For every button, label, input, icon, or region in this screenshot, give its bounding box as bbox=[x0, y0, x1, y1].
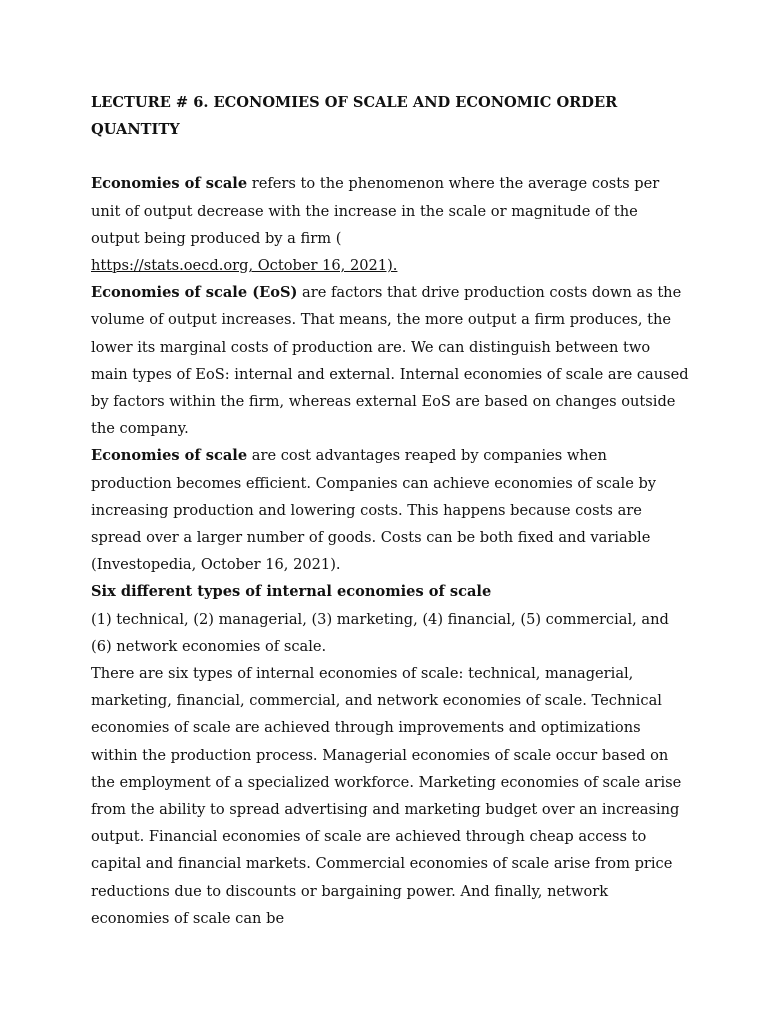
paragraph-definition bbox=[91, 170, 691, 279]
document-page bbox=[91, 89, 691, 932]
paragraph-eos-text: are factors that drive production costs down as the volume of output increases. That means, the more output a firm produces, the lower its marginal costs of production are. We can distinguish between two main types of EoS: internal and external. Internal economies of scale are caused by factors within the firm, whereas external EoS are based on changes outside the company. bbox=[91, 284, 689, 438]
paragraph-six-types: There are six types of internal economies of scale: technical, managerial, marketing, financial, commercial, and network economies of scale. Technical economies of scale are achieved through improvements and optimizations within the production process. Managerial economies of scale occur based on the employment of a specialized workforce. Marketing economies of scale arise from the ability to spread advertising and marketing budget over an increasing output. Financial economies of scale are achieved through cheap access to capital and financial markets. Commercial economies of scale arise from price reductions due to discounts or bargaining power. And finally, network economies of scale can be bbox=[91, 665, 682, 927]
paragraph-eos bbox=[91, 279, 691, 442]
term-economies-of-scale-2: Economies of scale bbox=[91, 447, 248, 465]
source-link-oecd[interactable]: https://stats.oecd.org, October 16, 2021). bbox=[91, 257, 398, 275]
term-economies-of-scale: Economies of scale bbox=[91, 175, 248, 193]
section-heading-six-types: Six different types of internal economies of scale bbox=[91, 583, 492, 601]
lecture-title: LECTURE # 6. ECONOMIES OF SCALE AND ECONOMIC ORDER QUANTITY bbox=[91, 94, 618, 139]
paragraph-cost-advantages-text: are cost advantages reaped by companies when production becomes efficient. Companies can achieve economies of scale by increasing production and lowering costs. This happens because costs are spread over a larger number of goods. Costs can be both fixed and variable (Investopedia, October 16, 2021). bbox=[91, 447, 657, 574]
types-list-line: (1) technical, (2) managerial, (3) marketing, (4) financial, (5) commercial, and (6) network economies of scale. bbox=[91, 610, 669, 655]
paragraph-definition-text: refers to the phenomenon where the average costs per unit of output decrease with the increase in the scale or magnitude of the output being produced by a firm ( bbox=[91, 175, 660, 247]
term-eos: Economies of scale (EoS) bbox=[91, 284, 298, 302]
paragraph-cost-advantages bbox=[91, 442, 691, 578]
